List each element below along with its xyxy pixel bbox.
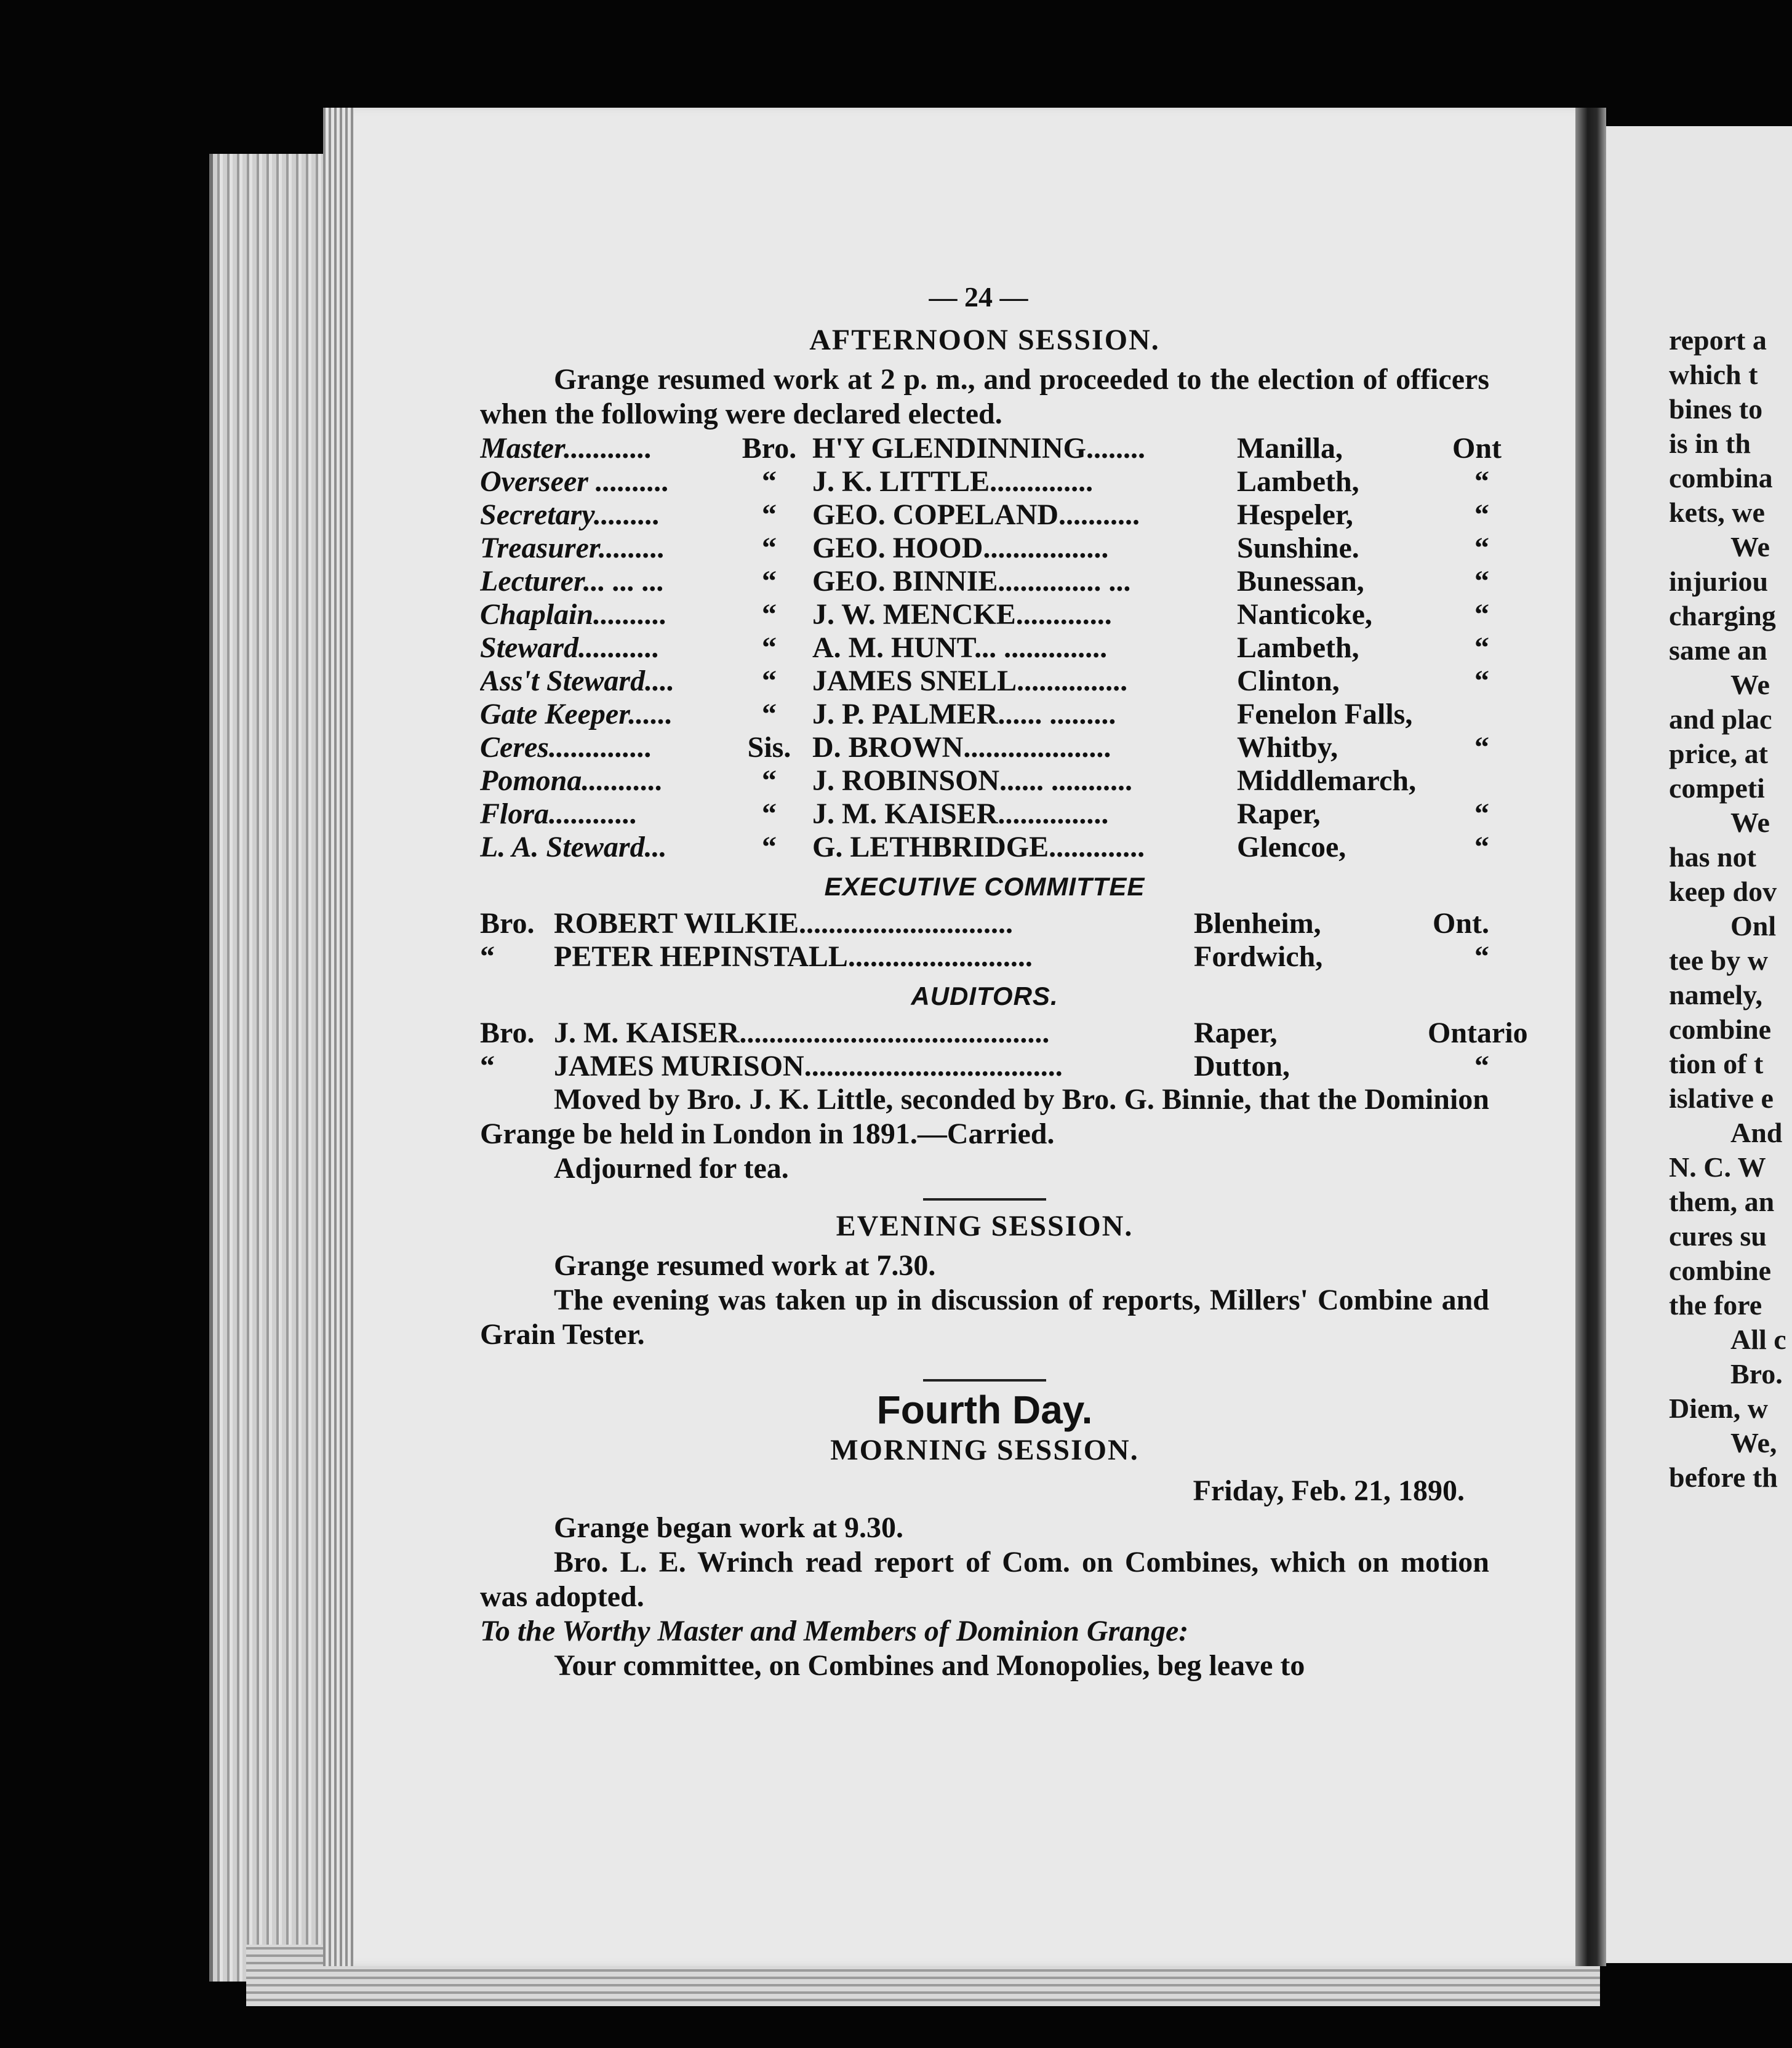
evening-line-2: The evening was taken up in discussion of reports, Millers' Combine and Grain Tester. <box>480 1284 1489 1351</box>
officer-province: “ <box>1474 731 1489 764</box>
right-page-line: tion of t <box>1669 1048 1764 1079</box>
officer-name: D. BROWN.................... <box>812 731 1111 764</box>
right-page-line: And <box>1730 1117 1783 1148</box>
divider <box>923 1198 1046 1201</box>
right-page-line: which t <box>1669 359 1758 390</box>
officer-row <box>480 830 1489 863</box>
officer-row <box>480 697 1489 730</box>
officer-title: “ <box>762 532 777 564</box>
afternoon-intro: Grange resumed work at 2 p. m., and proceeded to the election of officers when the following were declared elected. <box>480 363 1489 430</box>
right-page-line: cures su <box>1669 1220 1767 1252</box>
right-page-line: We <box>1730 807 1770 838</box>
officer-name: H'Y GLENDINNING........ <box>812 432 1145 465</box>
right-page-line: the fore <box>1669 1289 1762 1321</box>
right-page-line: Bro. <box>1730 1358 1783 1390</box>
right-page-line: price, at <box>1669 738 1768 769</box>
auditor-title: “ <box>480 1050 495 1082</box>
executive-member-place: Blenheim, <box>1194 907 1321 940</box>
officer-title: “ <box>762 498 777 531</box>
page-content <box>480 280 1528 1683</box>
officer-title: “ <box>762 565 777 598</box>
right-page-line: combine <box>1669 1255 1772 1286</box>
officer-row <box>480 664 1489 697</box>
officer-place: Lambeth, <box>1237 465 1359 498</box>
officer-office: Flora............ <box>480 798 638 830</box>
right-page-line: kets, we <box>1669 497 1765 528</box>
right-page-line: keep dov <box>1669 876 1777 907</box>
officer-title: “ <box>762 465 777 498</box>
officer-place: Lambeth, <box>1237 631 1359 664</box>
report-address: To the Worthy Master and Members of Dominion Grange: <box>480 1615 1189 1647</box>
officer-title: “ <box>762 831 777 863</box>
officer-place: Glencoe, <box>1237 831 1346 863</box>
evening-session-heading: EVENING SESSION. <box>836 1210 1134 1242</box>
right-page-line: All c <box>1730 1324 1786 1355</box>
book-gutter <box>1575 108 1606 1966</box>
executive-committee-heading: EXECUTIVE COMMITTEE <box>824 872 1145 901</box>
officer-place: Bunessan, <box>1237 565 1364 598</box>
officer-province: “ <box>1474 665 1489 697</box>
officer-name: GEO. BINNIE.............. ... <box>812 565 1131 598</box>
right-page-line: Onl <box>1730 910 1777 942</box>
auditor-province: “ <box>1474 1050 1489 1082</box>
auditors-list <box>480 1016 1528 1082</box>
right-page-line: report a <box>1669 324 1767 356</box>
executive-member-province: “ <box>1474 940 1489 973</box>
right-page-line: is in th <box>1669 428 1751 459</box>
morning-line-2: Bro. L. E. Wrinch read report of Com. on Combines, which on motion was adopted. <box>480 1546 1489 1613</box>
right-page-line: bines to <box>1669 393 1763 425</box>
officer-row <box>480 531 1489 564</box>
right-page-line: We <box>1730 669 1770 700</box>
executive-member-name: ROBERT WILKIE............................. <box>554 907 1014 940</box>
officer-row <box>480 431 1502 465</box>
officer-office: Ass't Steward.... <box>480 665 675 697</box>
auditor-place: Dutton, <box>1194 1050 1290 1082</box>
officer-province: Ont <box>1452 432 1502 465</box>
auditor-province: Ontario <box>1428 1017 1528 1049</box>
officer-place: Whitby, <box>1237 731 1338 764</box>
evening-line-1: Grange resumed work at 7.30. <box>554 1249 936 1282</box>
officer-name: JAMES SNELL............... <box>812 665 1128 697</box>
officer-place: Fenelon Falls, <box>1237 698 1413 730</box>
auditor-title: Bro. <box>480 1017 535 1049</box>
right-page-line: Diem, w <box>1669 1393 1768 1424</box>
officer-place: Hespeler, <box>1237 498 1353 531</box>
officer-row <box>480 498 1489 531</box>
officer-row <box>480 730 1489 764</box>
fourth-day-heading: Fourth Day. <box>876 1388 1093 1432</box>
officer-place: Raper, <box>1237 798 1321 830</box>
right-page-line: namely, <box>1669 979 1763 1010</box>
officer-office: Gate Keeper...... <box>480 698 673 730</box>
page-number: — 24 — <box>929 281 1028 313</box>
right-page-line: tee by w <box>1669 945 1768 976</box>
right-page-line: has not <box>1669 841 1756 873</box>
right-page-line: charging <box>1669 600 1776 631</box>
officer-office: Ceres.............. <box>480 731 652 764</box>
motion-text: Moved by Bro. J. K. Little, seconded by Bro. G. Binnie, that the Dominion Grange be held in London in 1891.—Carried. <box>480 1083 1489 1150</box>
morning-session-heading: MORNING SESSION. <box>830 1434 1139 1466</box>
officer-title: “ <box>762 665 777 697</box>
officer-row <box>480 631 1489 664</box>
officer-office: Steward........... <box>480 631 660 664</box>
officer-province: “ <box>1474 831 1489 863</box>
auditor-row <box>480 1049 1489 1082</box>
executive-member-province: Ont. <box>1432 907 1489 940</box>
officer-name: J. ROBINSON...... ........... <box>812 764 1133 797</box>
right-page-line: N. C. W <box>1669 1151 1766 1183</box>
executive-member-row <box>480 906 1489 940</box>
officer-row <box>480 797 1489 830</box>
officer-name: GEO. HOOD................. <box>812 532 1109 564</box>
officer-name: J. P. PALMER...... ......... <box>812 698 1116 730</box>
officer-row <box>480 564 1489 598</box>
officer-province: “ <box>1474 565 1489 598</box>
executive-member-place: Fordwich, <box>1194 940 1323 973</box>
officer-province: “ <box>1474 498 1489 531</box>
left-page-binding <box>323 108 354 1966</box>
auditor-place: Raper, <box>1194 1017 1278 1049</box>
officer-row <box>480 598 1489 631</box>
auditor-name: JAMES MURISON................................... <box>554 1050 1063 1082</box>
executive-member-name: PETER HEPINSTALL......................... <box>554 940 1033 973</box>
adjourned-text: Adjourned for tea. <box>554 1152 789 1185</box>
auditor-row <box>480 1016 1528 1049</box>
auditor-name: J. M. KAISER.......................................... <box>554 1017 1050 1049</box>
officer-name: J. K. LITTLE.............. <box>812 465 1094 498</box>
officer-office: Overseer .......... <box>480 465 670 498</box>
officer-place: Nanticoke, <box>1237 598 1372 631</box>
officer-name: GEO. COPELAND........... <box>812 498 1140 531</box>
divider <box>923 1379 1046 1382</box>
right-page-line: injuriou <box>1669 566 1769 597</box>
officer-office: Lecturer... ... ... <box>480 565 665 598</box>
officer-name: J. M. KAISER............... <box>812 798 1109 830</box>
right-page-line: them, an <box>1669 1186 1775 1217</box>
officer-name: A. M. HUNT... .............. <box>812 631 1108 664</box>
officer-province: “ <box>1474 798 1489 830</box>
executive-member-row <box>480 940 1489 973</box>
auditors-heading: AUDITORS. <box>911 982 1058 1010</box>
officer-office: Secretary......... <box>480 498 660 531</box>
officer-province: “ <box>1474 598 1489 631</box>
officer-office: Treasurer......... <box>480 532 665 564</box>
officer-title: “ <box>762 764 777 797</box>
officer-title: “ <box>762 598 777 631</box>
right-page-text <box>1669 323 1792 1495</box>
right-page-line: competi <box>1669 772 1765 804</box>
officer-title: “ <box>762 631 777 664</box>
officer-title: Sis. <box>747 731 791 764</box>
officers-list <box>480 431 1502 863</box>
officer-office: Chaplain.......... <box>480 598 668 631</box>
officer-name: G. LETHBRIDGE............. <box>812 831 1145 863</box>
right-page-line: We <box>1730 531 1770 562</box>
session-date: Friday, Feb. 21, 1890. <box>1193 1474 1465 1507</box>
right-page-line: before th <box>1669 1462 1778 1493</box>
right-page-line: combine <box>1669 1014 1772 1045</box>
report-opening: Your committee, on Combines and Monopolies, beg leave to <box>554 1649 1305 1682</box>
officer-row <box>480 764 1489 797</box>
officer-title: “ <box>762 798 777 830</box>
executive-member-title: “ <box>480 940 495 973</box>
officer-office: Master............ <box>480 432 653 465</box>
officer-row <box>480 465 1489 498</box>
right-page-line: We, <box>1730 1427 1777 1458</box>
right-page-line: and plac <box>1669 703 1772 735</box>
officer-place: Middlemarch, <box>1237 764 1417 797</box>
officer-province: “ <box>1474 532 1489 564</box>
right-page-line: islative e <box>1669 1082 1774 1114</box>
officer-office: L. A. Steward... <box>480 831 667 863</box>
officer-place: Manilla, <box>1237 432 1343 465</box>
officer-office: Pomona........... <box>480 764 663 797</box>
right-page-line: combina <box>1669 462 1773 494</box>
morning-line-1: Grange began work at 9.30. <box>554 1511 903 1544</box>
executive-member-title: Bro. <box>480 907 535 940</box>
officer-province: “ <box>1474 631 1489 664</box>
officer-province: “ <box>1474 465 1489 498</box>
officer-name: J. W. MENCKE............. <box>812 598 1112 631</box>
officer-place: Sunshine. <box>1237 532 1359 564</box>
right-page-line: same an <box>1669 634 1767 666</box>
officer-place: Clinton, <box>1237 665 1340 697</box>
officer-title: “ <box>762 698 777 730</box>
afternoon-session-heading: AFTERNOON SESSION. <box>809 324 1160 356</box>
executive-list <box>480 906 1489 973</box>
officer-title: Bro. <box>742 432 797 465</box>
